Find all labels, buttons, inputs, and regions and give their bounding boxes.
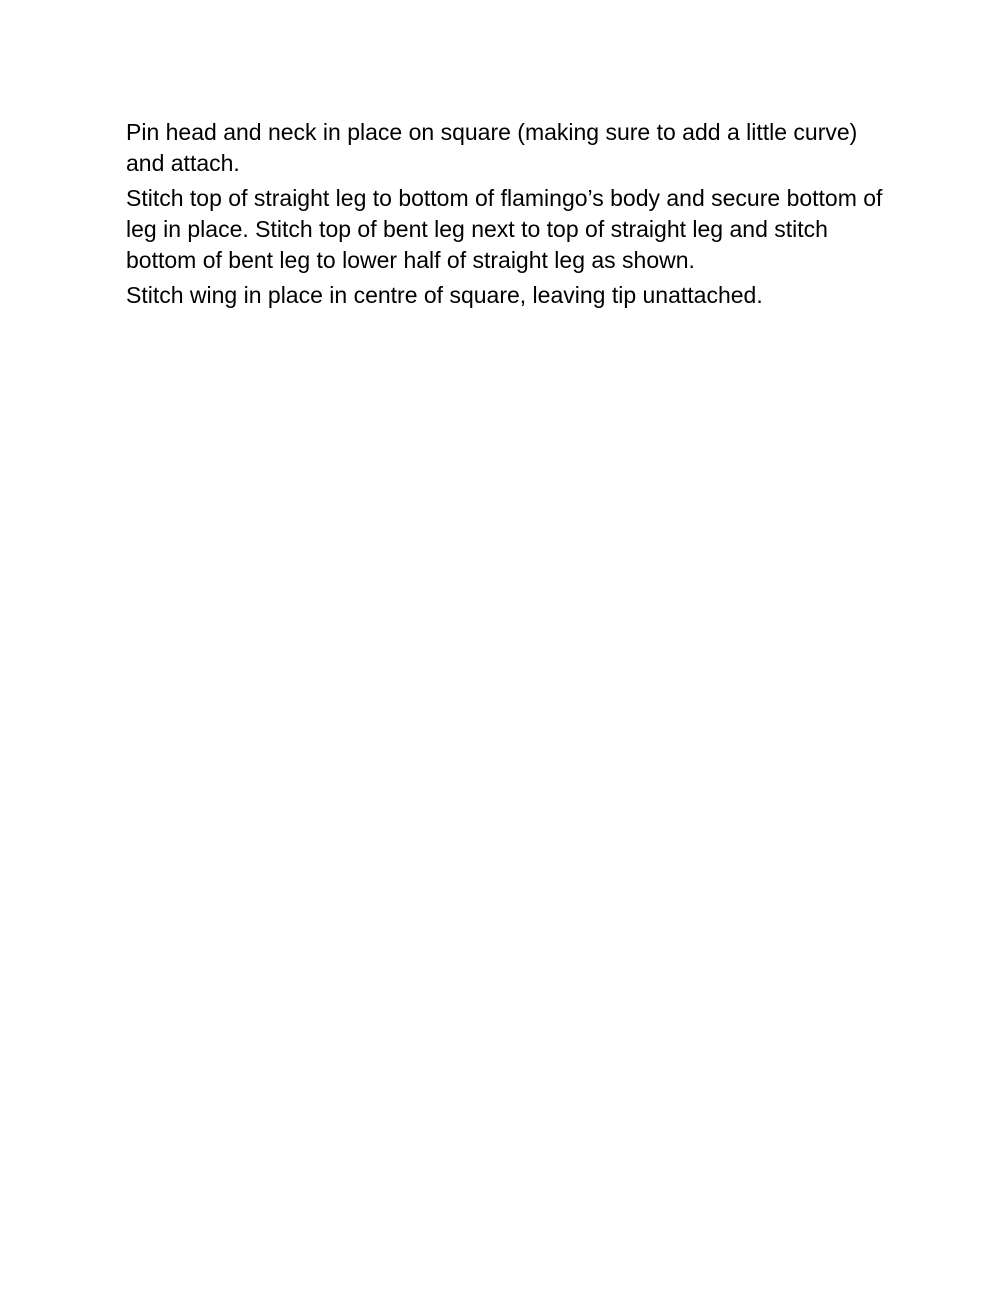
- instruction-paragraph-legs: Stitch top of straight leg to bottom of flamingo’s body and secure bottom of leg in place. Stitch top of bent leg next to top of straight leg and stitch bottom of bent leg to lower half of straight leg as shown.: [126, 185, 883, 273]
- instructions-text: [126, 117, 886, 315]
- instruction-paragraph-wing: Stitch wing in place in centre of square, leaving tip unattached.: [126, 282, 763, 308]
- instruction-paragraph-head-neck: Pin head and neck in place on square (making sure to add a little curve) and attach.: [126, 119, 858, 176]
